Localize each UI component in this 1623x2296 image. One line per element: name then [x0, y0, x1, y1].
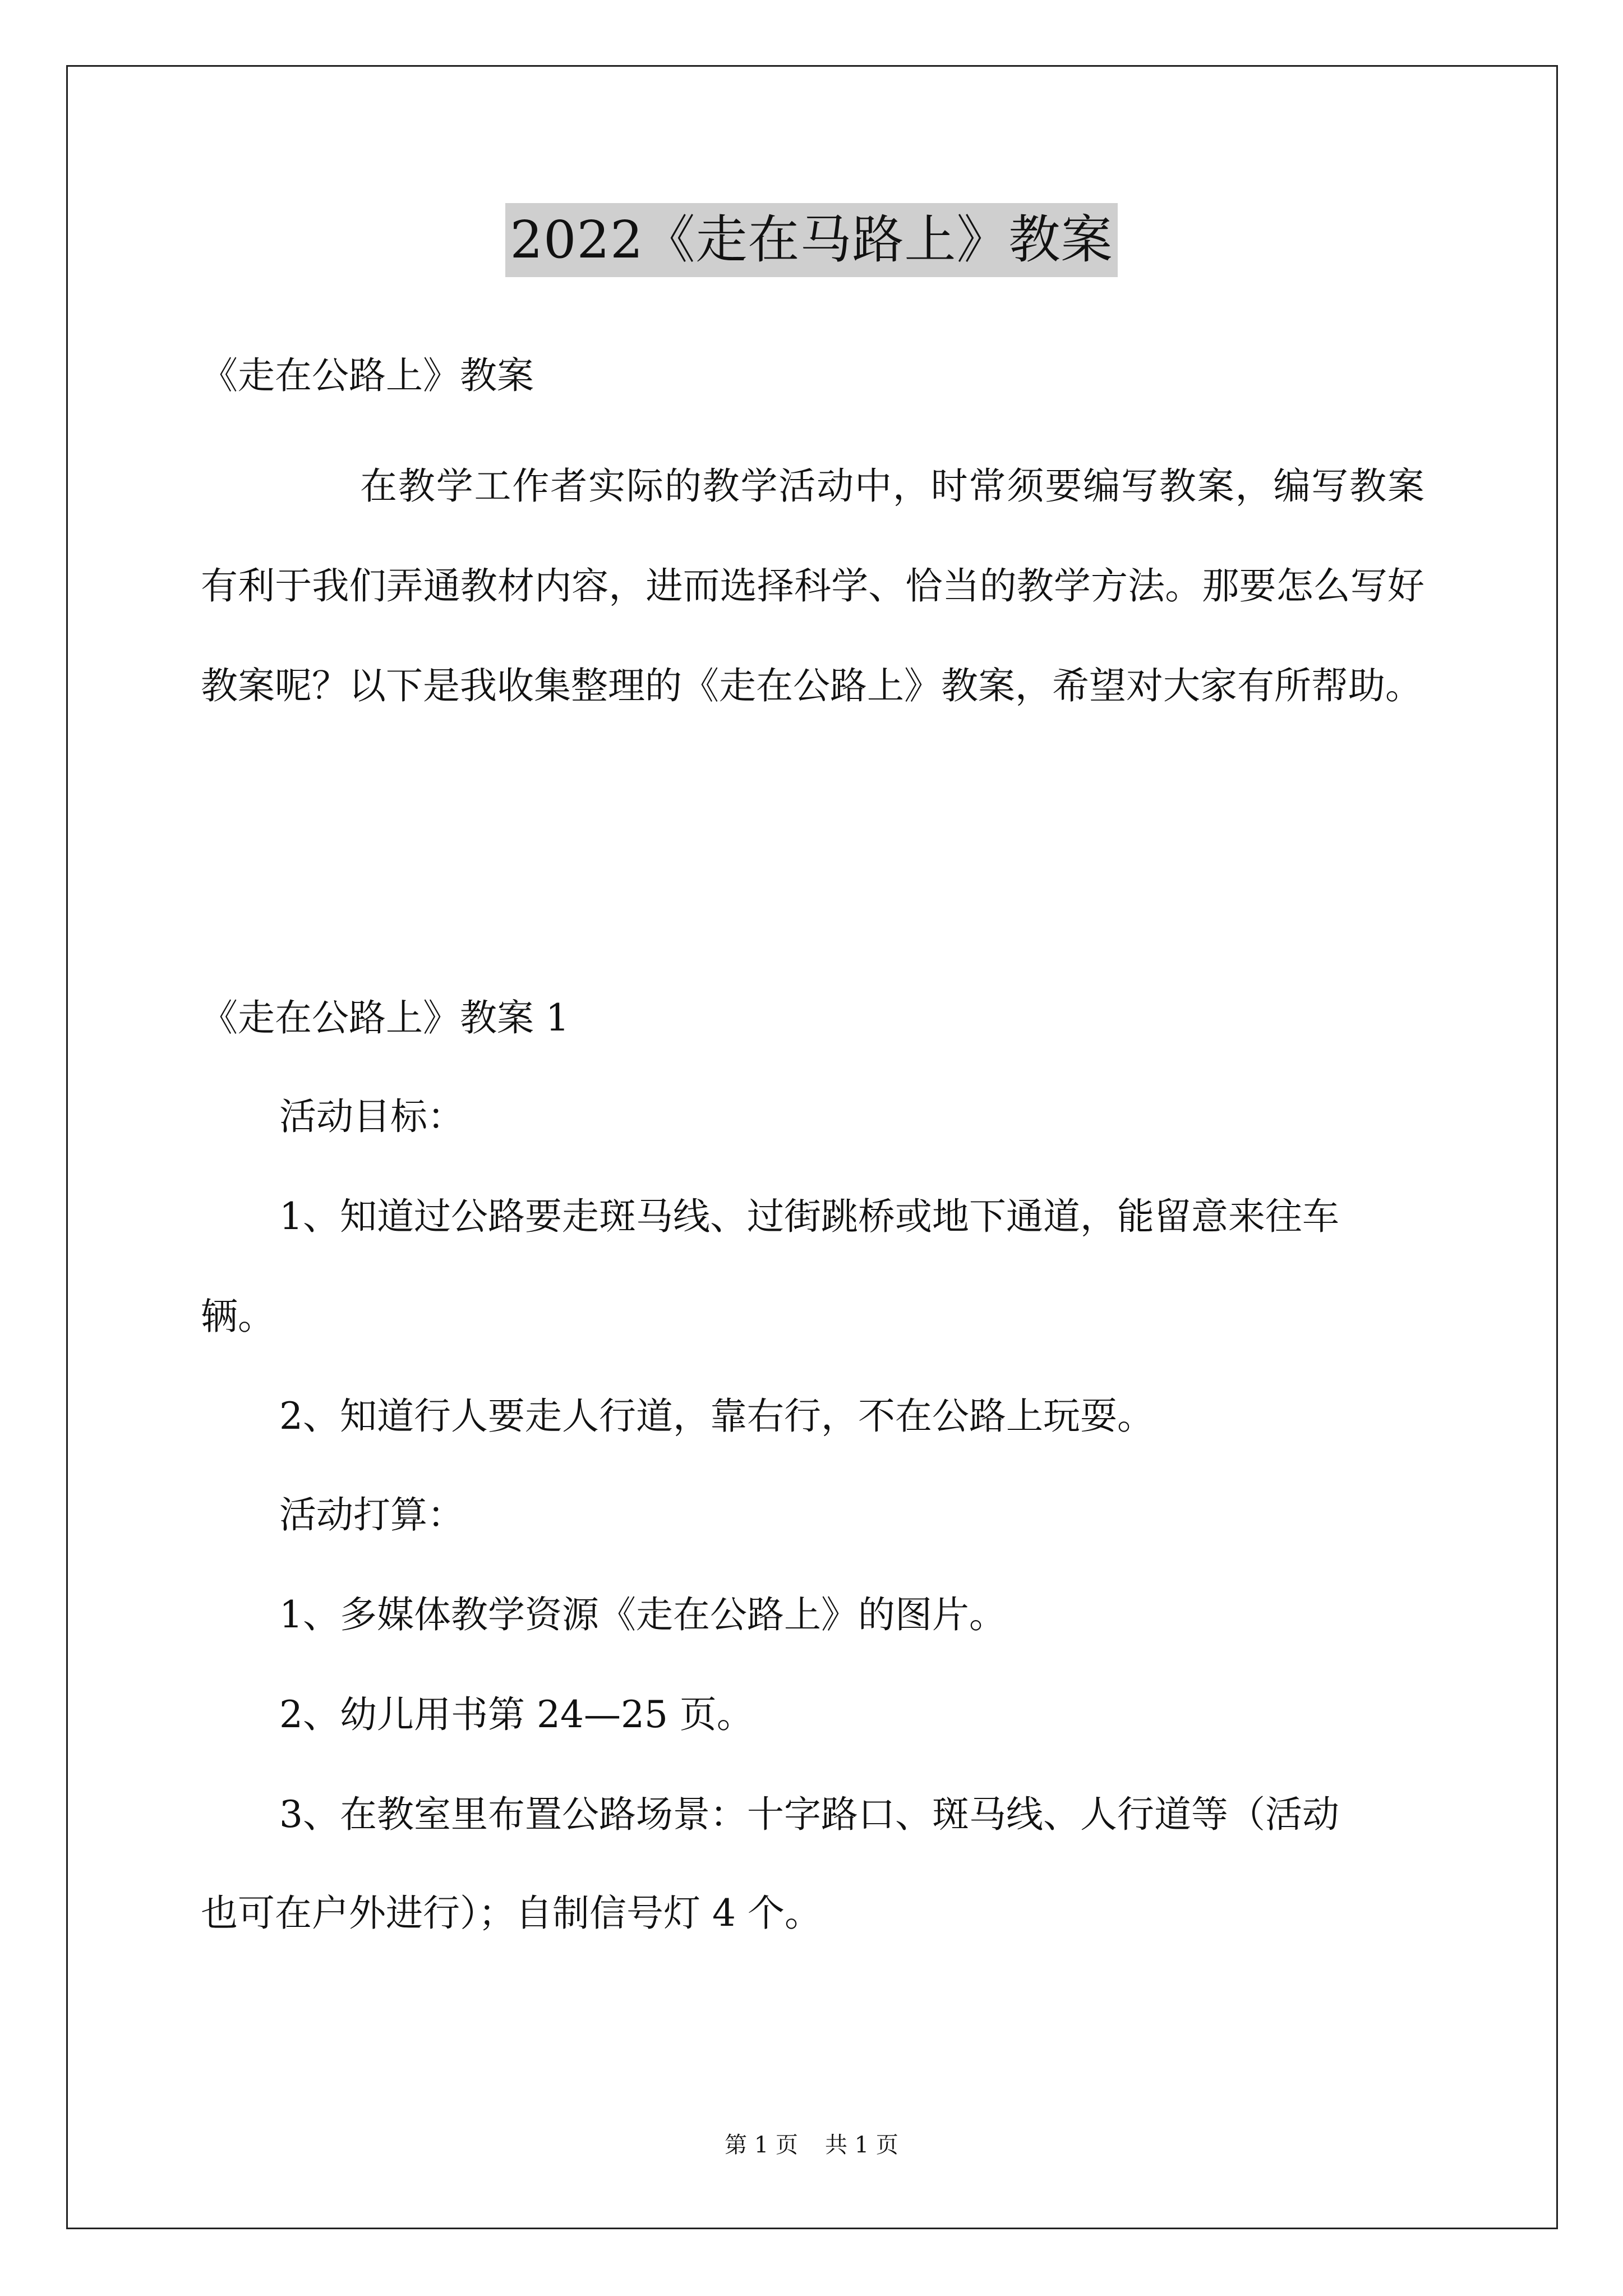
section-heading: 《走在公路上》教案 1: [201, 996, 569, 1039]
prep-item-3-line-2: 也可在户外进行）；自制信号灯 4 个。: [201, 1892, 822, 1935]
title-container: [0, 203, 1623, 277]
prep-item-1: 1、多媒体教学资源《走在公路上》的图片。: [279, 1593, 1006, 1636]
page-footer: [0, 2129, 1623, 2161]
page-total: 共 1 页: [825, 2132, 898, 2158]
prep-item-3-line-1: 3、在教室里布置公路场景：十字路口、斑马线、人行道等（活动: [279, 1793, 1339, 1836]
goal-1-line-2: 辆。: [201, 1295, 275, 1338]
goal-2: 2、知道行人要走人行道，靠右行，不在公路上玩耍。: [279, 1395, 1154, 1438]
page-number: 第 1 页: [725, 2132, 798, 2158]
document-title: 2022《走在马路上》教案: [505, 203, 1117, 277]
goal-1-line-1: 1、知道过公路要走斑马线、过街跳桥或地下通道，能留意来往车: [279, 1195, 1339, 1238]
intro-paragraph: 在教学工作者实际的教学活动中，时常须要编写教案，编写教案有利于我们弄通教材内容，进而选择科学、恰当的教学方法。那要怎么写好教案呢？以下是我收集整理的《走在公路上》教案，希望对大家有所帮助。: [201, 464, 1424, 707]
prep-heading: 活动打算：: [279, 1493, 464, 1536]
goals-heading: 活动目标：: [279, 1095, 464, 1138]
prep-item-2: 2、幼儿用书第 24—25 页。: [279, 1693, 754, 1736]
document-subtitle: 《走在公路上》教案: [201, 354, 534, 397]
